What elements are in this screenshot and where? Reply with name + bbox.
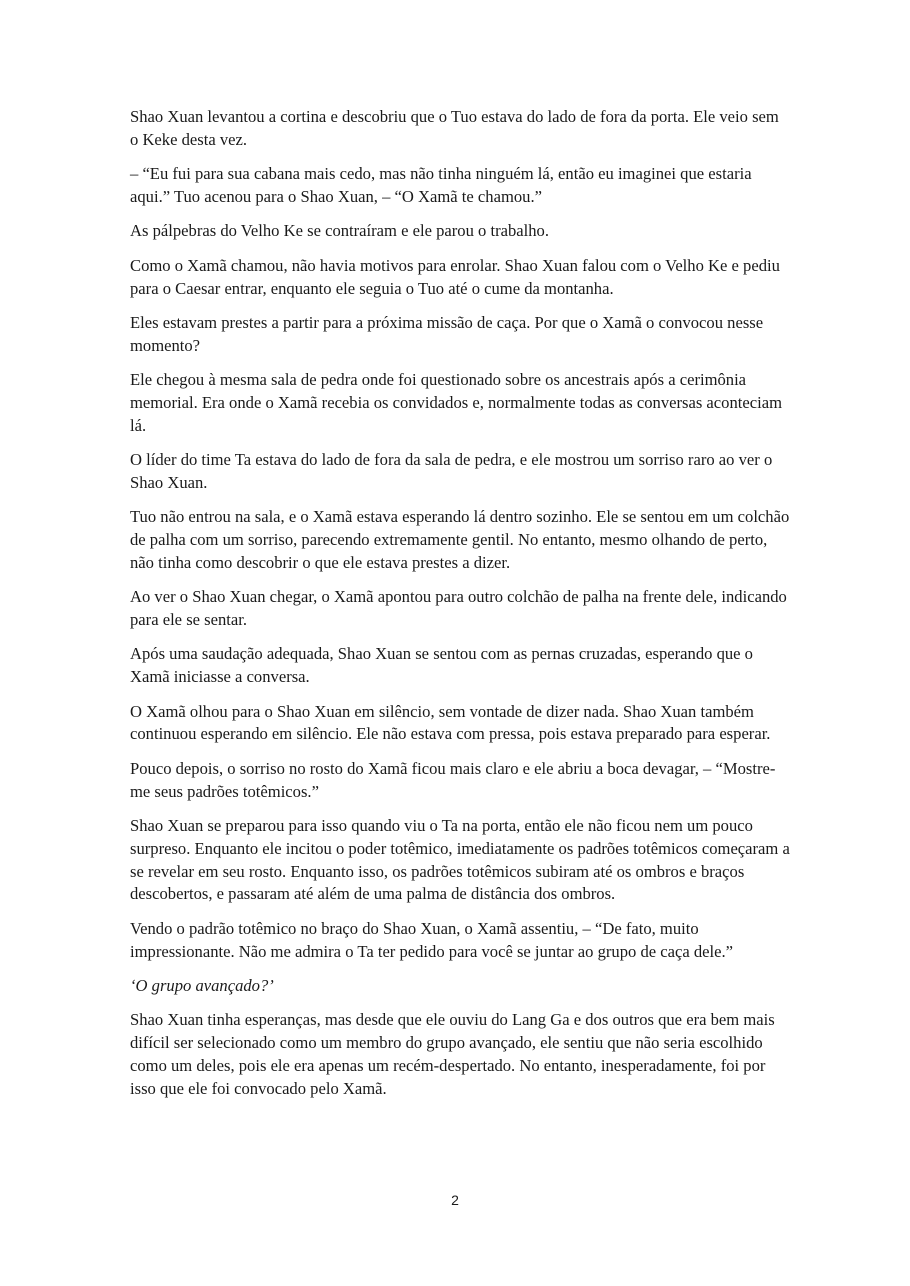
- italic-thought: ‘O grupo avançado?’: [130, 976, 274, 996]
- paragraph: Após uma saudação adequada, Shao Xuan se sentou com as pernas cruzadas, esperando que o Xamã iniciasse a conversa.: [130, 644, 753, 687]
- paragraph: Tuo não entrou na sala, e o Xamã estava esperando lá dentro sozinho. Ele se sentou em um colchão de palha com um sorriso, parecendo extremamente gentil. No entanto, mesmo olhando de perto, não tinha como descobrir o que ele estava prestes a dizer.: [130, 507, 790, 572]
- paragraph: Shao Xuan levantou a cortina e descobriu que o Tuo estava do lado de fora da porta. Ele veio sem o Keke desta vez.: [130, 107, 779, 149]
- paragraph: Ao ver o Shao Xuan chegar, o Xamã apontou para outro colchão de palha na frente dele, indicando para ele se sentar.: [130, 587, 787, 630]
- document-body: [130, 106, 790, 1112]
- paragraph: O líder do time Ta estava do lado de fora da sala de pedra, e ele mostrou um sorriso raro ao ver o Shao Xuan.: [130, 450, 773, 492]
- paragraph: O Xamã olhou para o Shao Xuan em silêncio, sem vontade de dizer nada. Shao Xuan também continuou esperando em silêncio. Ele não estava com pressa, pois estava preparado para esperar.: [130, 701, 771, 744]
- paragraph: Pouco depois, o sorriso no rosto do Xamã ficou mais claro e ele abriu a boca devagar, – “Mostre-me seus padrões totêmicos.”: [130, 758, 776, 801]
- paragraph: Shao Xuan tinha esperanças, mas desde que ele ouviu do Lang Ga e dos outros que era bem mais difícil ser selecionado como um membro do grupo avançado, ele sentiu que não seria escolhido como um deles, pois ele era apenas um recém-despertado. No entanto, inesperadamente, foi por isso que ele foi convocado pelo Xamã.: [130, 1010, 775, 1098]
- paragraph: Shao Xuan se preparou para isso quando viu o Ta na porta, então ele não ficou nem um pouco surpreso. Enquanto ele incitou o poder totêmico, imediatamente os padrões totêmicos começaram a se revelar em seu rosto. Enquanto isso, os padrões totêmicos subiram até os ombros e braços descobertos, e passaram até além de uma palma de distância dos ombros.: [130, 816, 790, 904]
- paragraph: Como o Xamã chamou, não havia motivos para enrolar. Shao Xuan falou com o Velho Ke e pediu para o Caesar entrar, enquanto ele seguia o Tuo até o cume da montanha.: [130, 255, 780, 298]
- page-number: 2: [451, 1192, 459, 1208]
- paragraph: As pálpebras do Velho Ke se contraíram e ele parou o trabalho.: [130, 221, 549, 241]
- paragraph: Ele chegou à mesma sala de pedra onde foi questionado sobre os ancestrais após a cerimônia memorial. Era onde o Xamã recebia os convidados e, normalmente todas as conversas aconteciam lá.: [130, 370, 782, 435]
- paragraph: Eles estavam prestes a partir para a próxima missão de caça. Por que o Xamã o convocou nesse momento?: [130, 312, 764, 355]
- paragraph: Vendo o padrão totêmico no braço do Shao Xuan, o Xamã assentiu, – “De fato, muito impressionante. Não me admira o Ta ter pedido para você se juntar ao grupo de caça dele.”: [130, 918, 734, 961]
- paragraph: – “Eu fui para sua cabana mais cedo, mas não tinha ninguém lá, então eu imaginei que estaria aqui.” Tuo acenou para o Shao Xuan, – “O Xamã te chamou.”: [130, 164, 752, 206]
